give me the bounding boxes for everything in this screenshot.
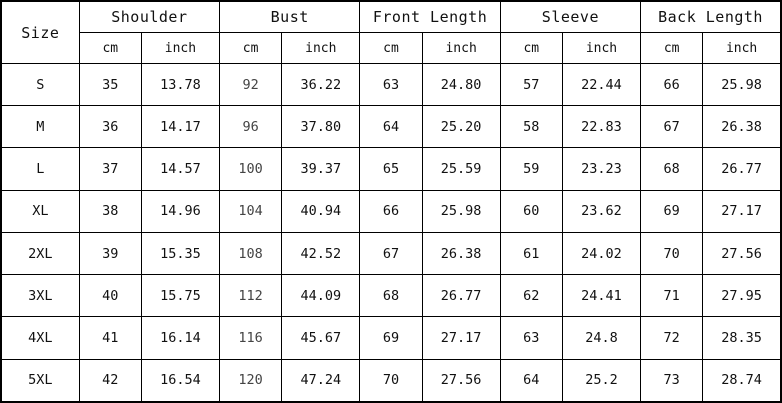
cell-back-length-cm: 71 <box>641 275 703 317</box>
cell-sleeve-cm: 64 <box>500 359 562 402</box>
cell-size: 5XL <box>1 359 79 402</box>
cell-bust-inch: 45.67 <box>282 317 360 359</box>
cell-back-length-cm: 73 <box>641 359 703 402</box>
cell-front-length-cm: 63 <box>360 64 422 106</box>
table-header-unit-row <box>1 33 781 64</box>
cell-shoulder-inch: 15.35 <box>141 232 219 274</box>
cell-back-length-inch: 27.17 <box>703 190 781 232</box>
cell-bust-inch: 40.94 <box>282 190 360 232</box>
cell-sleeve-inch: 22.44 <box>562 64 640 106</box>
cell-shoulder-cm: 35 <box>79 64 141 106</box>
cell-bust-cm: 96 <box>220 106 282 148</box>
cell-size: S <box>1 64 79 106</box>
cell-shoulder-inch: 14.96 <box>141 190 219 232</box>
cell-front-length-inch: 25.59 <box>422 148 500 190</box>
cell-bust-inch: 37.80 <box>282 106 360 148</box>
table-row <box>1 64 781 106</box>
cell-back-length-inch: 25.98 <box>703 64 781 106</box>
header-unit-shoulder-cm: cm <box>79 33 141 64</box>
table-header-group-row <box>1 1 781 33</box>
header-unit-front-length-inch: inch <box>422 33 500 64</box>
cell-sleeve-inch: 23.62 <box>562 190 640 232</box>
cell-shoulder-inch: 15.75 <box>141 275 219 317</box>
cell-bust-cm: 92 <box>220 64 282 106</box>
cell-back-length-cm: 70 <box>641 232 703 274</box>
cell-sleeve-cm: 63 <box>500 317 562 359</box>
cell-size: 2XL <box>1 232 79 274</box>
header-unit-sleeve-inch: inch <box>562 33 640 64</box>
cell-back-length-inch: 26.77 <box>703 148 781 190</box>
table-row <box>1 317 781 359</box>
cell-size: M <box>1 106 79 148</box>
cell-front-length-cm: 67 <box>360 232 422 274</box>
cell-sleeve-cm: 59 <box>500 148 562 190</box>
cell-front-length-cm: 69 <box>360 317 422 359</box>
cell-shoulder-inch: 13.78 <box>141 64 219 106</box>
cell-back-length-cm: 67 <box>641 106 703 148</box>
cell-sleeve-inch: 25.2 <box>562 359 640 402</box>
header-unit-back-length-inch: inch <box>703 33 781 64</box>
table-row <box>1 232 781 274</box>
table-row <box>1 190 781 232</box>
header-group-shoulder: Shoulder <box>79 1 219 33</box>
cell-bust-inch: 39.37 <box>282 148 360 190</box>
header-group-bust: Bust <box>220 1 360 33</box>
cell-shoulder-inch: 14.17 <box>141 106 219 148</box>
cell-sleeve-cm: 61 <box>500 232 562 274</box>
cell-back-length-inch: 28.74 <box>703 359 781 402</box>
cell-front-length-cm: 64 <box>360 106 422 148</box>
cell-bust-inch: 44.09 <box>282 275 360 317</box>
cell-front-length-cm: 66 <box>360 190 422 232</box>
cell-front-length-inch: 26.38 <box>422 232 500 274</box>
cell-back-length-cm: 72 <box>641 317 703 359</box>
header-unit-bust-inch: inch <box>282 33 360 64</box>
cell-front-length-inch: 25.20 <box>422 106 500 148</box>
cell-bust-inch: 36.22 <box>282 64 360 106</box>
cell-front-length-cm: 68 <box>360 275 422 317</box>
cell-sleeve-inch: 24.02 <box>562 232 640 274</box>
cell-size: L <box>1 148 79 190</box>
cell-size: 3XL <box>1 275 79 317</box>
cell-shoulder-cm: 42 <box>79 359 141 402</box>
cell-bust-inch: 42.52 <box>282 232 360 274</box>
cell-back-length-inch: 26.38 <box>703 106 781 148</box>
cell-size: 4XL <box>1 317 79 359</box>
cell-back-length-cm: 68 <box>641 148 703 190</box>
cell-back-length-cm: 66 <box>641 64 703 106</box>
cell-sleeve-inch: 22.83 <box>562 106 640 148</box>
cell-front-length-inch: 27.56 <box>422 359 500 402</box>
table-row <box>1 106 781 148</box>
header-unit-bust-cm: cm <box>220 33 282 64</box>
cell-sleeve-cm: 58 <box>500 106 562 148</box>
cell-sleeve-cm: 57 <box>500 64 562 106</box>
cell-front-length-inch: 25.98 <box>422 190 500 232</box>
header-size: Size <box>1 1 79 64</box>
cell-front-length-cm: 70 <box>360 359 422 402</box>
cell-bust-cm: 112 <box>220 275 282 317</box>
cell-shoulder-cm: 38 <box>79 190 141 232</box>
cell-shoulder-inch: 16.54 <box>141 359 219 402</box>
table-row <box>1 359 781 402</box>
header-unit-shoulder-inch: inch <box>141 33 219 64</box>
cell-front-length-cm: 65 <box>360 148 422 190</box>
cell-shoulder-cm: 37 <box>79 148 141 190</box>
cell-back-length-inch: 27.56 <box>703 232 781 274</box>
cell-bust-cm: 100 <box>220 148 282 190</box>
cell-bust-cm: 120 <box>220 359 282 402</box>
cell-shoulder-inch: 14.57 <box>141 148 219 190</box>
header-unit-back-length-cm: cm <box>641 33 703 64</box>
cell-shoulder-cm: 40 <box>79 275 141 317</box>
header-group-front-length: Front Length <box>360 1 500 33</box>
cell-back-length-cm: 69 <box>641 190 703 232</box>
cell-shoulder-cm: 39 <box>79 232 141 274</box>
cell-bust-cm: 104 <box>220 190 282 232</box>
cell-front-length-inch: 26.77 <box>422 275 500 317</box>
header-group-back-length: Back Length <box>641 1 781 33</box>
cell-sleeve-inch: 24.41 <box>562 275 640 317</box>
table-row <box>1 148 781 190</box>
cell-bust-inch: 47.24 <box>282 359 360 402</box>
cell-sleeve-cm: 60 <box>500 190 562 232</box>
cell-sleeve-inch: 24.8 <box>562 317 640 359</box>
cell-front-length-inch: 24.80 <box>422 64 500 106</box>
cell-shoulder-cm: 36 <box>79 106 141 148</box>
header-unit-sleeve-cm: cm <box>500 33 562 64</box>
cell-shoulder-cm: 41 <box>79 317 141 359</box>
cell-size: XL <box>1 190 79 232</box>
cell-front-length-inch: 27.17 <box>422 317 500 359</box>
cell-shoulder-inch: 16.14 <box>141 317 219 359</box>
cell-sleeve-cm: 62 <box>500 275 562 317</box>
cell-bust-cm: 108 <box>220 232 282 274</box>
header-unit-front-length-cm: cm <box>360 33 422 64</box>
header-group-sleeve: Sleeve <box>500 1 640 33</box>
cell-bust-cm: 116 <box>220 317 282 359</box>
cell-back-length-inch: 28.35 <box>703 317 781 359</box>
table-row <box>1 275 781 317</box>
cell-back-length-inch: 27.95 <box>703 275 781 317</box>
cell-sleeve-inch: 23.23 <box>562 148 640 190</box>
